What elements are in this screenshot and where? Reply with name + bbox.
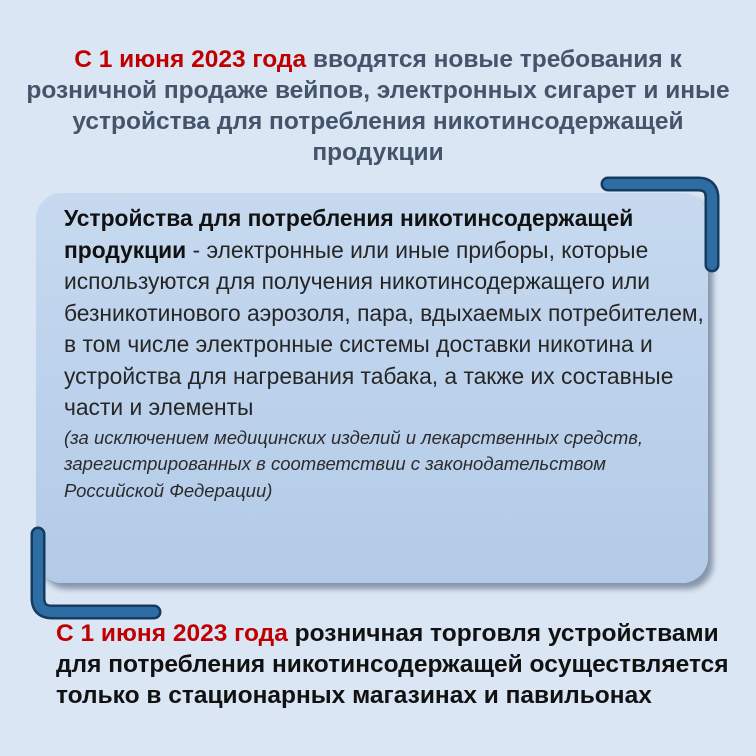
bottom-date: С 1 июня 2023 года (56, 620, 288, 647)
bottom-statement (56, 618, 746, 711)
definition-term: Устройства для потребления никотинсодержащей продукции (64, 205, 634, 263)
bottom-text: розничная торговля устройствами для потребления никотинсодержащей осуществляется только в стационарных магазинах и павильонах (56, 620, 729, 709)
definition-text (64, 203, 704, 504)
corner-bracket-bottom-left-icon (14, 520, 174, 630)
headline-text: вводятся новые требования к розничной продаже вейпов, электронных сигарет и иные устройства для потребления никотинсодержащей продукции (26, 46, 730, 166)
definition-note: (за исключением медицинских изделий и лекарственных средств, зарегистрированных в соответствии с законодательством Российской Федерации) (64, 426, 644, 501)
definition-separator: - (186, 236, 207, 263)
headline-date: С 1 июня 2023 года (74, 46, 307, 73)
definition-body: электронные или иные приборы, которые используются для получения никотинсодержащего или безникотинового аэрозоля, пара, вдыхаемых потребителем, в том числе электронные системы доставки никотина и устройства для нагревания табака, а также их составные части и элементы (64, 236, 704, 420)
headline (20, 44, 736, 168)
